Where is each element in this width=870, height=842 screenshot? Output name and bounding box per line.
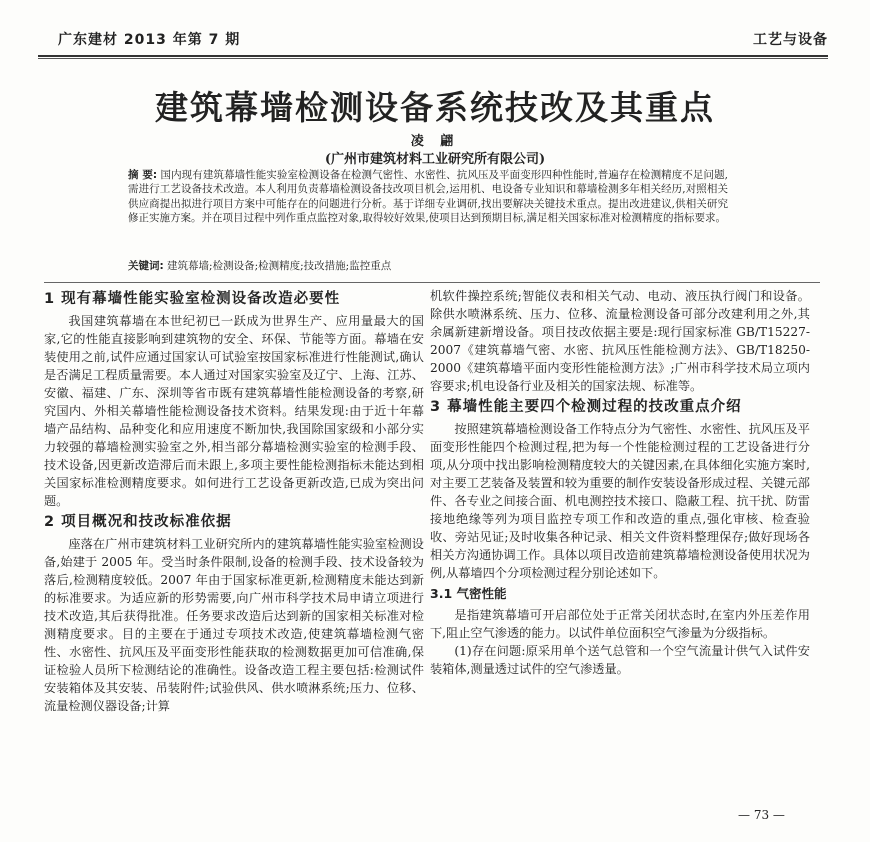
page-number: — 73 — — [738, 808, 785, 822]
header-rule-thin — [38, 58, 828, 59]
keywords-text: 建筑幕墙;检测设备;检测精度;技改措施;监控重点 — [167, 260, 392, 272]
journal-issue: 广东建材 2013 年第 7 期 — [58, 32, 241, 48]
section-2-paragraph: 座落在广州市建筑材料工业研究所内的建筑幕墙性能实验室检测设备,始建于 2005 年。受当时条件限制,设备的检测手段、技术设备较为落后,检测精度较低。2007 年由于国家标准更新,检测精度未能达到新的标准要求。为适应新的形势需要,向广州市科学技术局申请立项进行技术改造,其后获得批准。任务要求改造后达到新的国家相关标准对检测精度要求。目的主要在于通过专项技术改造,使建筑幕墙检测气密性、水密性、抗风压及平面变形性能获取的检测数据更加可信准确,保证检验人员所下检测结论的准确性。设备改造工程主要包括:检测试件安装箱体及其安装、吊装附件;试验供风、供水喷淋系统;压力、位移、流量检测仪器设备;计算 — [44, 537, 424, 713]
keywords — [128, 258, 728, 273]
section-2-continuation: 机软件操控系统;智能仪表和相关气动、电动、液压执行阀门和设备。除供水喷淋系统、压力、位移、流量检测设备可部分改建利用之外,其余属新建新增设备。项目技改依据主要是:现行国家标准 GB/T15227-2007《建筑幕墙气密、水密、抗风压性能检测方法》、GB/T18250-2000《建筑幕墙平面内变形性能检测方法》;广州市科学技术局立项内容要求;机电设备行业及相关的国家法规、标准等。 — [430, 289, 810, 393]
abstract — [128, 168, 728, 225]
subsection-3-1-paragraph: 是指建筑幕墙可开启部位处于正常关闭状态时,在室内外压差作用下,阻止空气渗透的能力。以试件单位面积空气渗量为分级指标。 — [430, 608, 810, 640]
section-1-paragraph: 我国建筑幕墙在本世纪初已一跃成为世界生产、应用量最大的国家,它的性能直接影响到建筑物的安全、环保、节能等方面。幕墙在安装使用之前,试件应通过国家认可试验室按国家标准进行性能测试,确认是否满足工程质量需要。本人通过对国家实验室及辽宁、上海、江苏、安徽、福建、广东、深圳等省市既有建筑幕墙性能检测设备的考察,研究国内、外相关幕墙性能检测设备技术资料。结果发现:由于近十年幕墙产品结构、品种变化和应用速度不断加快,我国除国家级和小部分实力较强的幕墙检测实验室之外,相当部分幕墙检测实验室的检测手段、技术设备,因更新改造滞后而未跟上,多项主要性能检测指标未能达到相关国家标准检测精度要求。如何进行工艺设备更新改造,已成为突出问题。 — [44, 314, 424, 508]
abstract-label: 摘 要: — [128, 169, 158, 181]
section-2-heading: 2 项目概况和技改标准依据 — [44, 514, 232, 530]
abstract-text: 国内现有建筑幕墙性能实验室检测设备在检测气密性、水密性、抗风压及平面变形四种性能时,普遍存在检测精度不足问题,需进行工艺设备技术改造。本人利用负责幕墙检测设备技改项目机会,运用机、电设备专业知识和幕墙检测多年相关经历,对照相关供应商提出拟进行项目方案中可能存在的问题进行分析。基于详细专业调研,找出要解决关键技术重点。提出改进建议,供相关研究修正实施方案。并在项目过程中列作重点监控对象,取得较好效果,使项目达到预期目标,满足相关国家标准对检测精度的指标要求。 — [128, 169, 728, 224]
section-1-heading: 1 现有幕墙性能实验室检测设备改造必要性 — [44, 291, 341, 307]
subsection-3-1-problem: (1)存在问题:原采用单个送气总管和一个空气流量计供气入试件安装箱体,测量透过试件的空气渗透量。 — [430, 644, 810, 676]
author-affiliation: (广州市建筑材料工业研究所有限公司) — [324, 152, 546, 167]
article-title: 建筑幕墙检测设备系统技改及其重点 — [155, 88, 715, 127]
right-column — [430, 287, 810, 678]
section-3-paragraph: 按照建筑幕墙检测设备工作特点分为气密性、水密性、抗风压及平面变形性能四个检测过程,把为每一个性能检测过程的工艺设备进行分项,从分项中找出影响检测精度较大的关键因素,在具体细化实施方案时,对主要工艺装备及装置和较为重要的制作安装设备形成过程、关键元部件、各专业之间接合面、机电测控技术接口、隐蔽工程、抗干扰、防雷接地绝缘等列为项目监控专项工作和改造的重点,强化审核、检查验收、旁站见证;及时收集各种记录、相关文件资料整理保存;做好现场各相关方沟通协调工作。具体以项目改造前建筑幕墙检测设备使用状况为例,从幕墙四个分项检测过程分别论述如下。 — [430, 422, 810, 580]
running-head — [38, 29, 828, 49]
header-rule — [38, 55, 828, 57]
subsection-3-1-heading: 3.1 气密性能 — [430, 586, 507, 601]
left-column — [44, 287, 424, 715]
section-3-heading: 3 幕墙性能主要四个检测过程的技改重点介绍 — [430, 399, 742, 415]
abstract-divider — [44, 282, 820, 283]
author-name: 凌 翩 — [410, 134, 460, 149]
section-name: 工艺与设备 — [753, 32, 828, 48]
keywords-label: 关键词: — [128, 260, 164, 272]
